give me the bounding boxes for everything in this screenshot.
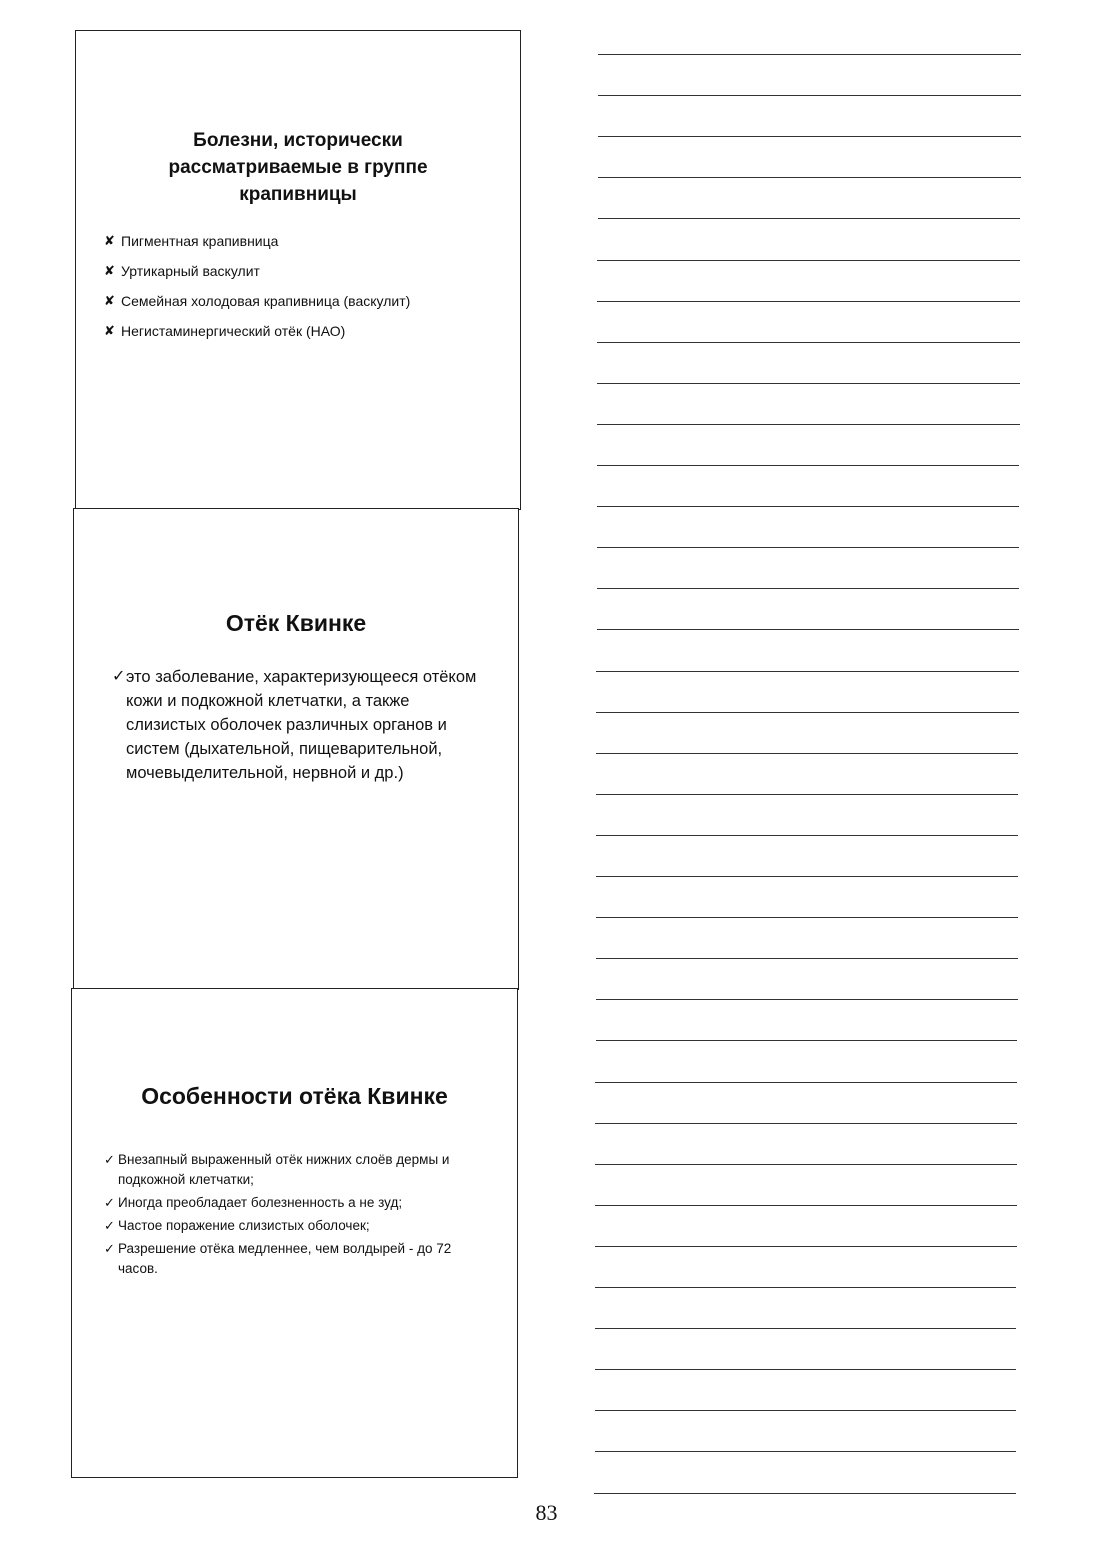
note-line xyxy=(595,1287,1016,1288)
list-item-text: Внезапный выраженный отёк нижних слоёв дермы и подкожной клетчатки; xyxy=(118,1152,450,1187)
note-line xyxy=(596,1040,1017,1041)
note-line xyxy=(595,1246,1017,1247)
slide-title: Болезни, исторически рассматриваемые в группе крапивницы xyxy=(168,130,428,205)
slide-quincke-features xyxy=(71,988,518,1478)
list-item-text: Уртикарный васкулит xyxy=(121,263,260,279)
check-mark-icon: ✓ xyxy=(104,1152,115,1167)
slide-title: Отёк Квинке xyxy=(225,610,367,636)
list-item-text: Пигментная крапивница xyxy=(121,233,279,249)
note-line xyxy=(596,794,1018,795)
note-line xyxy=(596,876,1018,877)
slide-quincke-edema xyxy=(73,508,519,990)
cross-mark-icon: ✘ xyxy=(104,293,115,308)
check-mark-icon: ✓ xyxy=(104,1218,115,1233)
list-item xyxy=(104,1193,494,1213)
cross-mark-icon: ✘ xyxy=(104,263,115,278)
note-line xyxy=(597,629,1019,630)
note-line xyxy=(597,588,1019,589)
note-line xyxy=(595,1123,1017,1124)
note-line xyxy=(596,753,1018,754)
list-item xyxy=(104,262,504,292)
bullet-list xyxy=(104,1150,494,1282)
list-item-text: Частое поражение слизистых оболочек; xyxy=(118,1218,370,1233)
note-line xyxy=(595,1164,1017,1165)
note-line xyxy=(596,712,1019,713)
note-line xyxy=(598,54,1021,55)
note-line xyxy=(595,1082,1017,1083)
note-line xyxy=(597,342,1020,343)
list-item xyxy=(104,1150,494,1190)
cross-mark-icon: ✘ xyxy=(104,233,115,248)
note-line xyxy=(595,1410,1016,1411)
note-line xyxy=(595,1205,1017,1206)
list-item xyxy=(104,292,504,322)
slide-urticaria-group xyxy=(75,30,521,510)
note-line xyxy=(597,506,1019,507)
list-item-text: Семейная холодовая крапивница (васкулит) xyxy=(121,293,411,309)
check-mark-icon: ✓ xyxy=(104,1241,115,1256)
list-item xyxy=(104,232,504,262)
check-mark-icon: ✓ xyxy=(112,668,126,685)
note-line xyxy=(594,1493,1016,1494)
check-mark-icon: ✓ xyxy=(104,1195,115,1210)
note-line xyxy=(596,835,1018,836)
note-line xyxy=(597,260,1020,261)
list-item xyxy=(104,1216,494,1236)
note-line xyxy=(596,671,1019,672)
note-line xyxy=(595,1328,1016,1329)
cross-mark-icon: ✘ xyxy=(104,323,115,338)
list-item xyxy=(112,665,492,785)
note-line xyxy=(597,383,1020,384)
note-line xyxy=(598,95,1021,96)
list-item-text: Иногда преобладает болезненность а не зуд; xyxy=(118,1195,403,1210)
list-item-text: это заболевание, характеризующееся отёком кожи и подкожной клетчатки, а также слизистых оболочек различных органов и систем (дыхательной, пищеварительной, мочевыделительной, нервной и др.) xyxy=(126,668,477,782)
note-line xyxy=(596,917,1018,918)
page-number: 83 xyxy=(535,1500,558,1525)
note-line xyxy=(595,1451,1016,1452)
note-line xyxy=(596,999,1018,1000)
slide-title: Особенности отёка Квинке xyxy=(141,1083,448,1109)
note-line xyxy=(597,424,1020,425)
note-line xyxy=(597,547,1019,548)
note-line xyxy=(598,218,1020,219)
list-item-text: Негистаминергический отёк (НАО) xyxy=(121,323,346,339)
list-item xyxy=(104,1239,494,1279)
note-line xyxy=(597,301,1020,302)
note-line xyxy=(595,1369,1016,1370)
note-line xyxy=(598,136,1021,137)
bullet-list xyxy=(104,232,504,352)
list-item xyxy=(104,322,504,352)
note-line xyxy=(598,177,1021,178)
list-item-text: Разрешение отёка медленнее, чем волдырей - до 72 часов. xyxy=(118,1241,452,1276)
note-line xyxy=(597,465,1019,466)
note-line xyxy=(596,958,1018,959)
bullet-list xyxy=(112,665,492,785)
